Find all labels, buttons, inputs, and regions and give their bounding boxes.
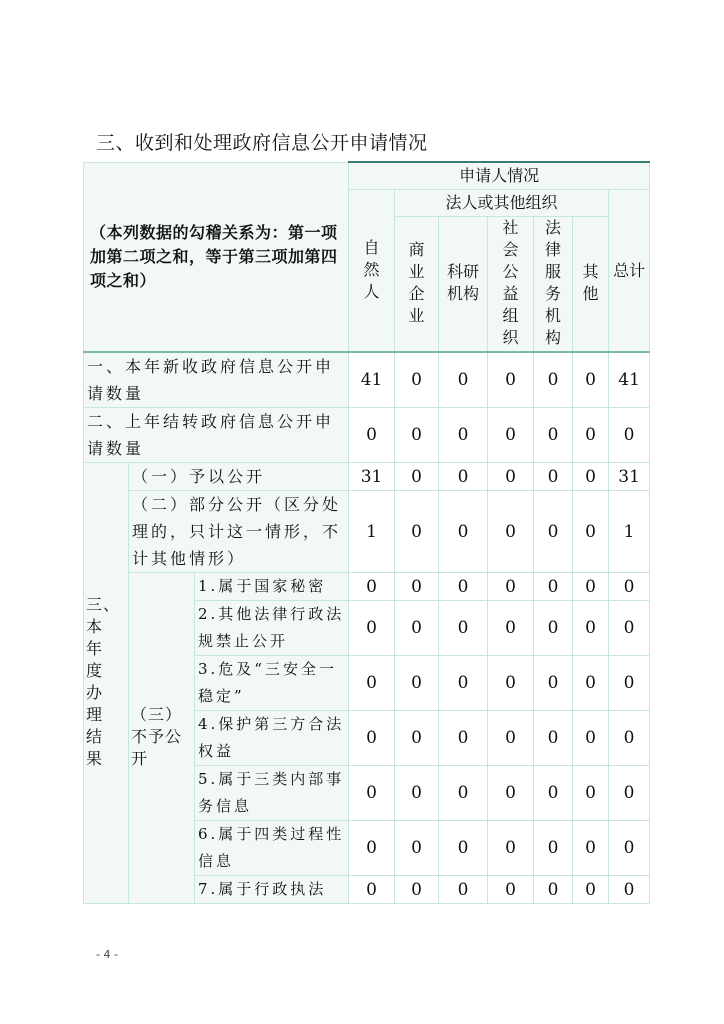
table-cell: 0 (609, 601, 650, 656)
table-cell: 0 (609, 573, 650, 601)
table-cell: 0 (534, 491, 573, 573)
table-cell: 41 (609, 352, 650, 408)
table-cell: 0 (488, 463, 534, 491)
table-cell: 0 (609, 766, 650, 821)
table-cell: 0 (534, 876, 573, 904)
table-cell: 0 (439, 601, 488, 656)
table-cell: 0 (488, 821, 534, 876)
table-cell: 0 (534, 352, 573, 408)
table-cell: 31 (609, 463, 650, 491)
legal-group-header: 法人或其他组织 (395, 190, 609, 217)
table-row (84, 491, 650, 573)
table-cell: 0 (609, 876, 650, 904)
col-legal-service: 法律服务机构 (534, 217, 573, 353)
group-label-not-disclosed: （三）不予公开 (129, 573, 195, 904)
table-cell: 0 (573, 352, 609, 408)
table-cell: 1 (349, 491, 395, 573)
table-cell: 0 (439, 821, 488, 876)
table-row (84, 573, 650, 601)
col-total: 总计 (609, 190, 650, 353)
table-cell: 0 (534, 601, 573, 656)
table-cell: 0 (573, 766, 609, 821)
table-cell: 0 (349, 656, 395, 711)
row-label: 4.保护第三方合法权益 (195, 711, 349, 766)
table-cell: 0 (439, 711, 488, 766)
table-cell: 0 (609, 821, 650, 876)
table-cell: 0 (395, 821, 439, 876)
table-cell: 0 (488, 352, 534, 408)
table-row (84, 463, 650, 491)
table-cell: 0 (488, 876, 534, 904)
table-cell: 0 (573, 821, 609, 876)
table-cell: 0 (573, 463, 609, 491)
table-cell: 0 (349, 821, 395, 876)
table-cell: 0 (349, 601, 395, 656)
table-cell: 0 (395, 573, 439, 601)
table-cell: 0 (609, 408, 650, 463)
row-label: 3.危及“三安全一稳定” (195, 656, 349, 711)
table-cell: 0 (395, 463, 439, 491)
table-cell: 0 (573, 573, 609, 601)
table-cell: 0 (488, 408, 534, 463)
table-cell: 0 (488, 711, 534, 766)
section-title: 三、收到和处理政府信息公开申请情况 (96, 132, 428, 154)
table-cell: 0 (439, 656, 488, 711)
table-cell: 0 (395, 656, 439, 711)
table-cell: 0 (349, 573, 395, 601)
row-label: 5.属于三类内部事务信息 (195, 766, 349, 821)
table-cell: 0 (534, 821, 573, 876)
table-cell: 0 (439, 573, 488, 601)
col-public-welfare: 社会公益组织 (488, 217, 534, 353)
table-row (84, 408, 650, 463)
row-label: 6.属于四类过程性信息 (195, 821, 349, 876)
table-cell: 0 (534, 656, 573, 711)
table-cell: 0 (573, 711, 609, 766)
row-label: 一、本年新收政府信息公开申请数量 (84, 352, 349, 408)
table-cell: 0 (395, 766, 439, 821)
table-cell: 0 (609, 711, 650, 766)
table-cell: 0 (534, 711, 573, 766)
table-cell: 0 (395, 601, 439, 656)
table-cell: 0 (573, 601, 609, 656)
row-label: 2.其他法律行政法规禁止公开 (195, 601, 349, 656)
table-note: （本列数据的勾稽关系为：第一项加第二项之和，等于第三项加第四项之和） (84, 162, 349, 352)
row-label: 二、上年结转政府信息公开申请数量 (84, 408, 349, 463)
table-cell: 0 (534, 408, 573, 463)
table-cell: 0 (488, 491, 534, 573)
table-cell: 0 (573, 408, 609, 463)
table-cell: 0 (573, 491, 609, 573)
table-cell: 0 (349, 711, 395, 766)
table-cell: 0 (534, 766, 573, 821)
table-cell: 0 (488, 656, 534, 711)
col-research: 科研机构 (439, 217, 488, 353)
table-cell: 0 (439, 463, 488, 491)
table-cell: 0 (439, 491, 488, 573)
table-cell: 0 (439, 766, 488, 821)
table-cell: 0 (609, 656, 650, 711)
group-label-results: 三、本年度办理结果 (84, 463, 129, 904)
table-cell: 0 (488, 766, 534, 821)
table-cell: 0 (439, 408, 488, 463)
table-cell: 0 (534, 573, 573, 601)
table-row (84, 352, 650, 408)
table-cell: 0 (395, 876, 439, 904)
page-number: - 4 - (96, 948, 118, 961)
table-cell: 41 (349, 352, 395, 408)
table-cell: 0 (488, 573, 534, 601)
table-cell: 0 (395, 408, 439, 463)
table-cell: 0 (573, 656, 609, 711)
table-cell: 0 (395, 491, 439, 573)
table-cell: 0 (439, 876, 488, 904)
table-cell: 0 (534, 463, 573, 491)
row-label: 7.属于行政执法 (195, 876, 349, 904)
table-cell: 31 (349, 463, 395, 491)
table-cell: 0 (349, 408, 395, 463)
col-business: 商业企业 (395, 217, 439, 353)
table-cell: 0 (349, 876, 395, 904)
col-natural-person: 自然人 (349, 190, 395, 353)
col-other: 其他 (573, 217, 609, 353)
row-label: （一）予以公开 (129, 463, 349, 491)
row-label: 1.属于国家秘密 (195, 573, 349, 601)
table-cell: 0 (349, 766, 395, 821)
table-cell: 0 (573, 876, 609, 904)
table-cell: 1 (609, 491, 650, 573)
table-cell: 0 (488, 601, 534, 656)
row-label: （二）部分公开（区分处理的，只计这一情形，不计其他情形） (129, 491, 349, 573)
table-cell: 0 (439, 352, 488, 408)
table-cell: 0 (395, 352, 439, 408)
applicant-group-header: 申请人情况 (349, 162, 650, 190)
disclosure-table (83, 161, 650, 904)
table-cell: 0 (395, 711, 439, 766)
